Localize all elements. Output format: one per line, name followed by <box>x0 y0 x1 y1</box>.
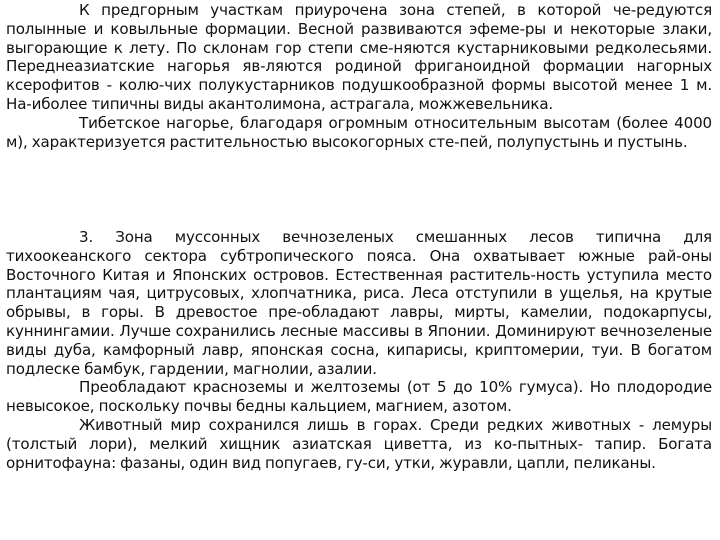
paragraph-steppe-zone: К предгорным участкам приурочена зона степей, в которой че-редуются полынные и ковыльные формации. Весной развиваются эфеме-ры и некоторые злаки, выгорающие к лету. По склонам гор степи сме-няются кустарниковыми редколесьями. Переднеазиатские нагорья яв-ляются родиной фриганоидной формации нагорных ксерофитов - колю-чих полукустарников подушкообразной формы высотой менее 1 м. На-иболее типичны виды акантолимона, астрагала, можжевельника. <box>6 1 712 113</box>
paragraph-tibetan-plateau: Тибетское нагорье, благодаря огромным относительным высотам (более 4000 м), характеризуется растительностью высокогорных сте-пей, полупустынь и пустынь. <box>6 113 712 151</box>
section-steppe-zone <box>6 1 712 151</box>
paragraph-soils: Преобладают красноземы и желтоземы (от 5 до 10% гумуса). Но плодородие невысокое, поскольку почвы бедны кальцием, магнием, азотом. <box>6 378 712 416</box>
paragraph-monsoon-forests: 3. Зона муссонных вечнозеленых смешанных лесов типична для тихоокеанского сектора субтропического пояса. Она охватывает южные рай-оны Восточного Китая и Японских островов. Естественная раститель-ность уступила место плантациям чая, цитрусовых, хлопчатника, риса. Леса отступили в ущелья, на крутые обрывы, в горы. В древостое пре-обладают лавры, мирты, камелии, подокарпусы, куннингамии. Лучше сохранились лесные массивы в Японии. Доминируют вечнозеленые виды дуба, камфорный лавр, японская сосна, кипарисы, криптомерии, туи. В богатом подлеске бамбук, гардении, магнолии, азалии. <box>6 228 712 378</box>
paragraph-fauna: Животный мир сохранился лишь в горах. Среди редких животных - лемуры (толстый лори), мелкий хищник азиатская циветта, из ко-пытных- тапир. Богата орнитофауна: фазаны, один вид попугаев, гу-си, утки, журавли, цапли, пеликаны. <box>6 415 712 472</box>
section-monsoon-forest-zone <box>6 228 712 472</box>
